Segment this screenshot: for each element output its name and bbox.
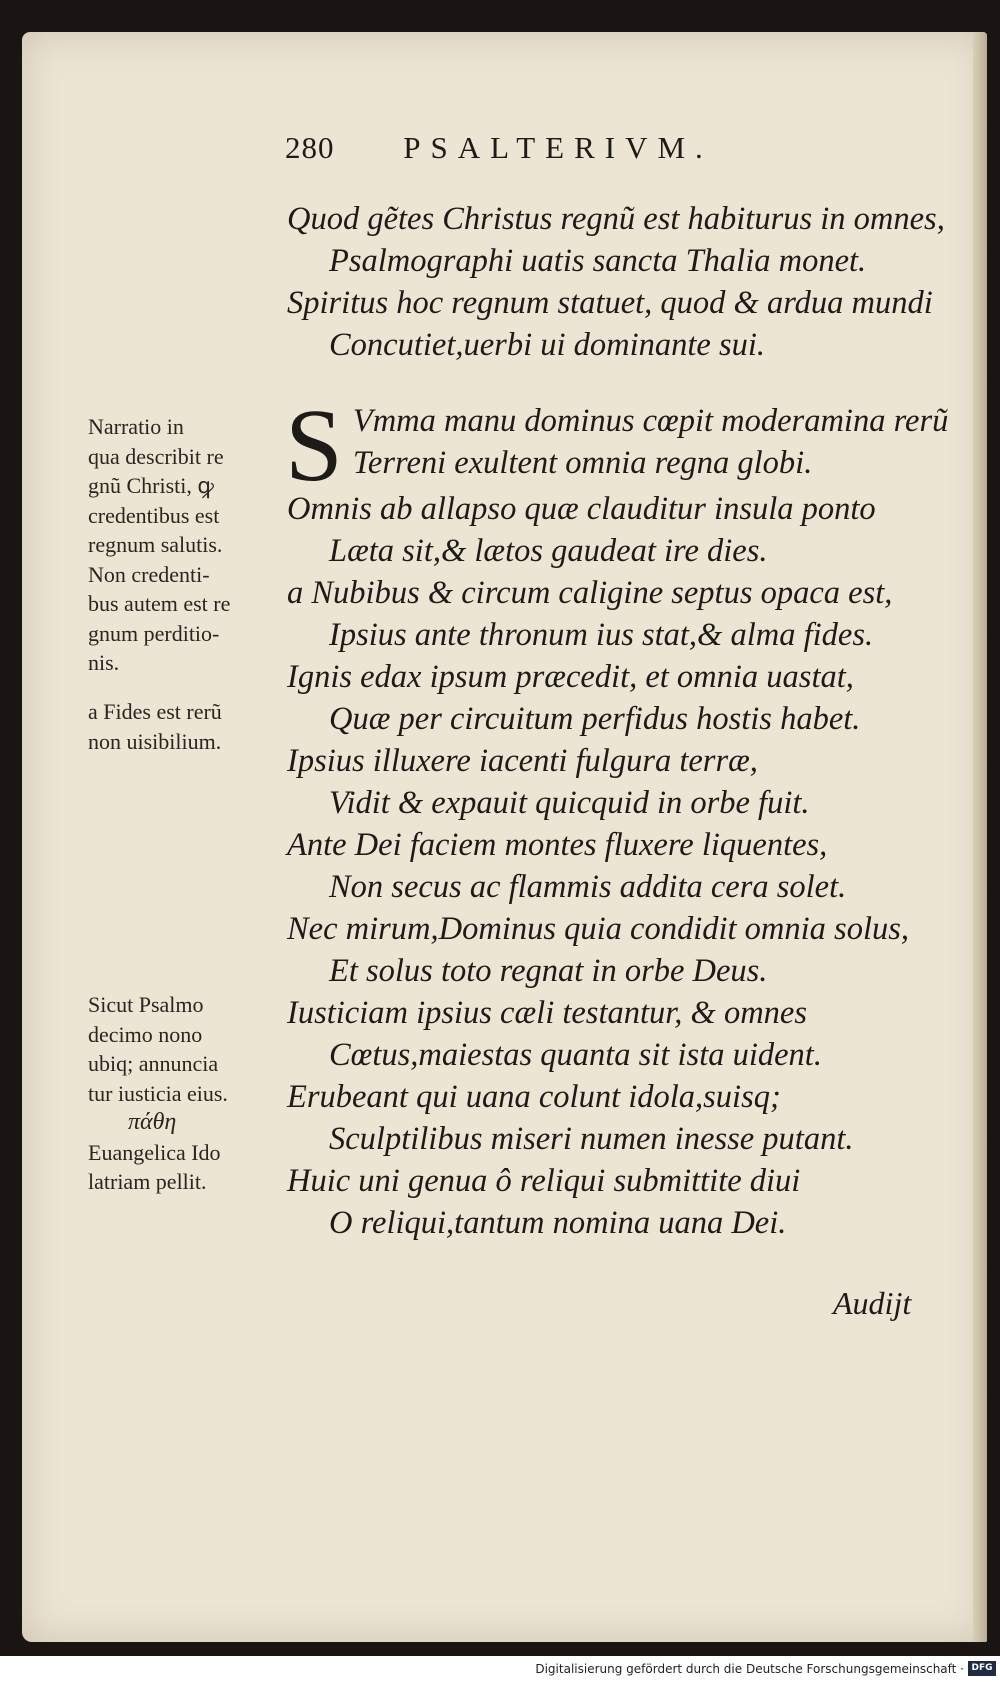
verse-line: Psalmographi uatis sancta Thalia monet.: [329, 243, 867, 279]
margin-note-line: Narratio in: [88, 414, 184, 439]
margin-note-line: gnũ Christi, ꝙ: [88, 473, 214, 498]
verse-line: O reliqui,tantum nomina uana Dei.: [329, 1205, 787, 1241]
verse-line: Non secus ac flammis addita cera solet.: [329, 869, 847, 905]
verse-line: Erubeant qui uana colunt idola,suisq;: [287, 1079, 781, 1115]
verse-line: Sculptilibus miseri numen inesse putant.: [329, 1121, 854, 1157]
margin-note-line: a Fides est rerũ: [88, 699, 222, 724]
margin-note-line: tur iusticia eius.: [88, 1080, 228, 1106]
verse-line: Læta sit,& lætos gaudeat ire dies.: [329, 533, 768, 569]
verse-line: Quod gẽtes Christus regnũ est habiturus in omnes,: [287, 201, 945, 237]
margin-note-line: Sicut Psalmo: [88, 992, 204, 1017]
margin-note-line: latriam pellit.: [88, 1169, 207, 1194]
verse-line: Vmma manu dominus cœpit moderamina rerũ: [352, 403, 949, 439]
digitization-footer: [0, 1656, 1000, 1682]
footer-credit: Digitalisierung gefördert durch die Deutsche Forschungsgemeinschaft ·: [535, 1662, 964, 1676]
verse-line: Ipsius ante thronum ius stat,& alma fides.: [329, 617, 874, 653]
verse-line: Nec mirum,Dominus quia condidit omnia solus,: [287, 911, 910, 947]
margin-note-line: Euangelica Ido: [88, 1139, 221, 1165]
margin-note-line: qua describit re: [88, 443, 224, 469]
margin-note-greek: πάθη: [128, 1109, 177, 1135]
running-head: [285, 130, 713, 166]
verse-line: Quæ per circuitum perfidus hostis habet.: [329, 701, 861, 737]
margin-note-line: non uisibilium.: [88, 728, 222, 754]
margin-note-line: nis.: [88, 650, 120, 675]
running-title: PSALTERIVM.: [403, 130, 713, 165]
page-edge: [973, 32, 987, 1642]
verse-line: Omnis ab allapso quæ clauditur insula ponto: [287, 491, 876, 527]
verse-text-block: [285, 198, 949, 1244]
verse-line: Huic uni genua ô reliqui submittite diui: [287, 1163, 801, 1199]
verse-line: Ante Dei faciem montes fluxere liquentes,: [287, 827, 828, 863]
margin-note-line: Non credenti-: [88, 561, 210, 587]
margin-note-line: ubiq; annuncia: [88, 1051, 219, 1076]
verse-line: Et solus toto regnat in orbe Deus.: [329, 953, 768, 989]
page-number: 280: [285, 130, 335, 165]
margin-note-line: bus autem est re: [88, 591, 231, 616]
margin-note-line: decimo nono: [88, 1021, 203, 1047]
margin-note-line: regnum salutis.: [88, 532, 223, 557]
stanza-gap: [287, 366, 927, 400]
margin-note-narratio: [88, 412, 230, 678]
verse-line: Terreni exultent omnia regna globi.: [352, 445, 813, 481]
verse-line: Cœtus,maiestas quanta sit ista uident.: [329, 1037, 822, 1073]
verse-line: a Nubibus & circum caligine septus opaca est,: [287, 575, 893, 611]
verse-line: Ignis edax ipsum præcedit, et omnia uastat,: [287, 659, 854, 695]
verse-line: Iusticiam ipsius cæli testantur, & omnes: [287, 995, 807, 1031]
verse-line: Spiritus hoc regnum statuet, quod & ardua mundi: [287, 285, 933, 321]
catchword: Audijt: [833, 1285, 912, 1321]
margin-note-line: gnum perditio-: [88, 620, 220, 646]
margin-note-line: credentibus est: [88, 502, 220, 528]
dfg-logo: DFG: [968, 1661, 996, 1676]
margin-note-fides: [88, 697, 222, 756]
drop-capital: S: [285, 388, 343, 503]
margin-note-sicut-psalmo: [88, 990, 228, 1197]
verse-line: Concutiet,uerbi ui dominante sui.: [329, 327, 766, 363]
verse-line: Ipsius illuxere iacenti fulgura terræ,: [287, 743, 758, 779]
verse-line: Vidit & expauit quicquid in orbe fuit.: [329, 785, 810, 821]
